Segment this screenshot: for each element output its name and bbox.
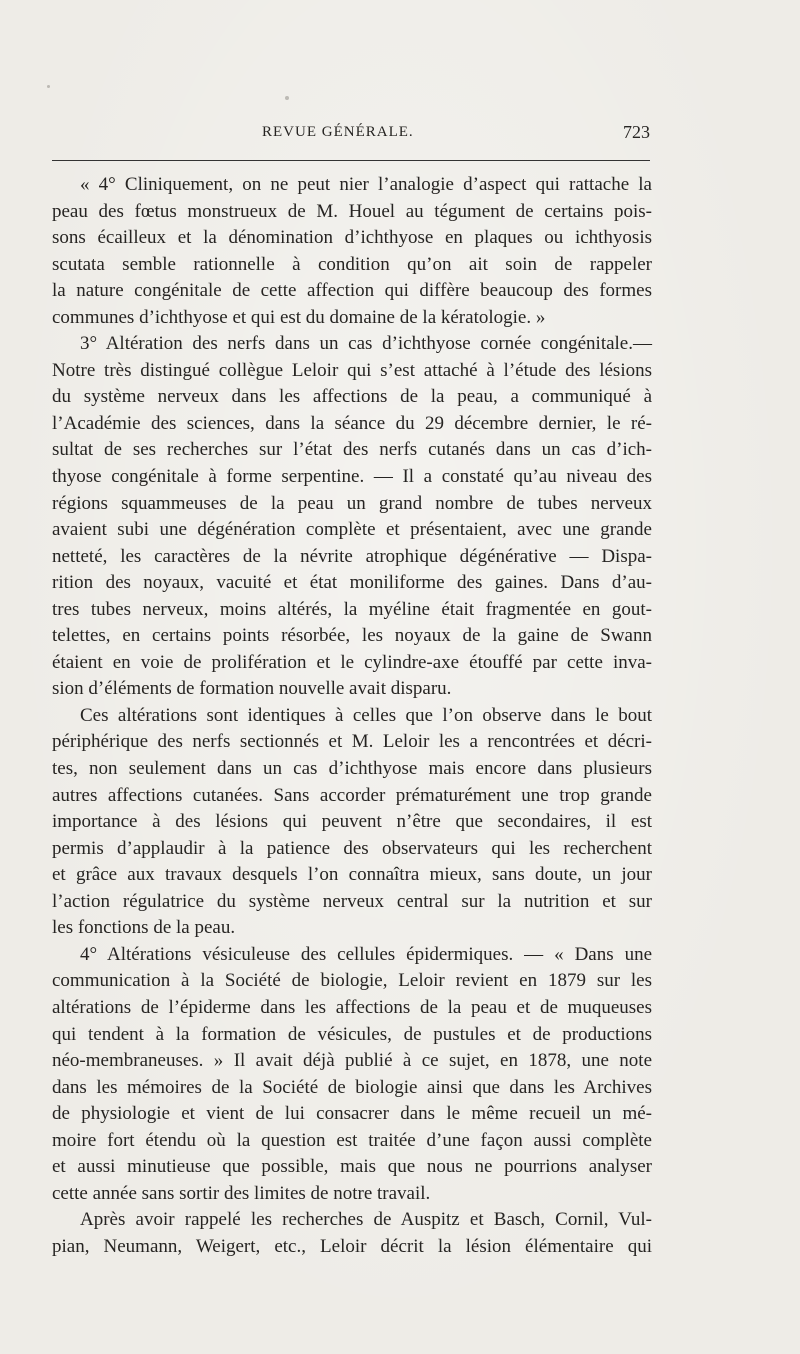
text-line: et grâce aux travaux desquels l’on connaîtra mieux, sans doute, un jour <box>52 864 652 886</box>
paper-speck <box>285 96 289 100</box>
text-line: sion d’éléments de formation nouvelle avait disparu. <box>52 678 452 700</box>
text-line: et aussi minutieuse que possible, mais que nous ne pourrions analyser <box>52 1156 652 1178</box>
text-line: cette année sans sortir des limites de notre travail. <box>52 1182 431 1204</box>
text-line: Ces altérations sont identiques à celles que l’on observe dans le bout <box>80 704 652 726</box>
text-line: permis d’applaudir à la patience des observateurs qui les recherchent <box>52 837 652 859</box>
text-line: altérations de l’épiderme dans les affections de la peau et de muqueuses <box>52 996 652 1018</box>
text-line: sultat de ses recherches sur l’état des nerfs cutanés dans un cas d’ich- <box>52 439 652 461</box>
text-line: autres affections cutanées. Sans accorder prématurément une trop grande <box>52 784 652 806</box>
running-title: REVUE GÉNÉRALE. <box>262 124 414 140</box>
text-line: communication à la Société de biologie, Leloir revient en 1879 sur les <box>52 970 652 992</box>
text-line: sons écailleux et la dénomination d’ichthyose en plaques ou ichthyosis <box>52 227 652 249</box>
text-line: étaient en voie de prolifération et le cylindre-axe étouffé par cette inva- <box>52 651 652 673</box>
body-text <box>52 172 652 1260</box>
text-line: l’action régulatrice du système nerveux central sur la nutrition et sur <box>52 890 652 912</box>
text-line: périphérique des nerfs sectionnés et M. Leloir les a rencontrées et décri- <box>52 731 652 753</box>
text-line: rition des noyaux, vacuité et état moniliforme des gaines. Dans d’au- <box>52 572 652 594</box>
text-line: néo-membraneuses. » Il avait déjà publié à ce sujet, en 1878, une note <box>52 1050 652 1072</box>
text-line: les fonctions de la peau. <box>52 917 236 939</box>
text-line: régions squammeuses de la peau un grand nombre de tubes nerveux <box>52 492 652 514</box>
text-line: tes, non seulement dans un cas d’ichthyose mais encore dans plusieurs <box>52 758 652 780</box>
text-line: Notre très distingué collègue Leloir qui s’est attaché à l’étude des lésions <box>52 359 652 381</box>
text-line: « 4° Cliniquement, on ne peut nier l’analogie d’aspect qui rattache la <box>80 174 652 195</box>
text-line: de physiologie et vient de lui consacrer dans le même recueil un mé- <box>52 1103 652 1125</box>
page-header <box>52 124 650 146</box>
text-line: dans les mémoires de la Société de biologie ainsi que dans les Archives <box>52 1076 652 1098</box>
text-line: importance à des lésions qui peuvent n’être que secondaires, il est <box>52 811 652 833</box>
text-line: peau des fœtus monstrueux de M. Houel au tégument de certains pois- <box>52 200 652 222</box>
text-line: l’Académie des sciences, dans la séance du 29 décembre dernier, le ré- <box>52 412 652 434</box>
paper-speck <box>47 85 50 88</box>
header-rule <box>52 160 650 161</box>
text-line: qui tendent à la formation de vésicules, de pustules et de productions <box>52 1023 652 1045</box>
text-line: telettes, en certains points résorbée, les noyaux de la gaine de Swann <box>52 625 652 647</box>
text-line: Après avoir rappelé les recherches de Auspitz et Basch, Cornil, Vul- <box>80 1209 652 1231</box>
page-number: 723 <box>623 122 650 142</box>
text-line: scutata semble rationnelle à condition qu’on ait soin de rappeler <box>52 253 652 275</box>
text-line: netteté, les caractères de la névrite atrophique dégénérative — Dispa- <box>52 545 652 567</box>
text-line: avaient subi une dégénération complète et présentaient, avec une grande <box>52 519 652 541</box>
text-line: pian, Neumann, Weigert, etc., Leloir décrit la lésion élémentaire qui <box>52 1235 652 1257</box>
text-line: du système nerveux dans les affections de la peau, a communiqué à <box>52 386 652 408</box>
text-line: communes d’ichthyose et qui est du domaine de la kératologie. » <box>52 306 546 328</box>
section-heading-line: 3° Altération des nerfs dans un cas d’ichthyose cornée congénitale.— <box>80 333 652 355</box>
text-line: thyose congénitale à forme serpentine. — Il a constaté qu’au niveau des <box>52 466 652 488</box>
text-line: tres tubes nerveux, moins altérés, la myéline était fragmentée en gout- <box>52 598 652 620</box>
text-line: moire fort étendu où la question est traitée d’une façon aussi complète <box>52 1129 652 1151</box>
text-line: la nature congénitale de cette affection qui diffère beaucoup des formes <box>52 280 652 302</box>
section-heading-line: 4° Altérations vésiculeuse des cellules épidermiques. — « Dans une <box>80 943 652 965</box>
